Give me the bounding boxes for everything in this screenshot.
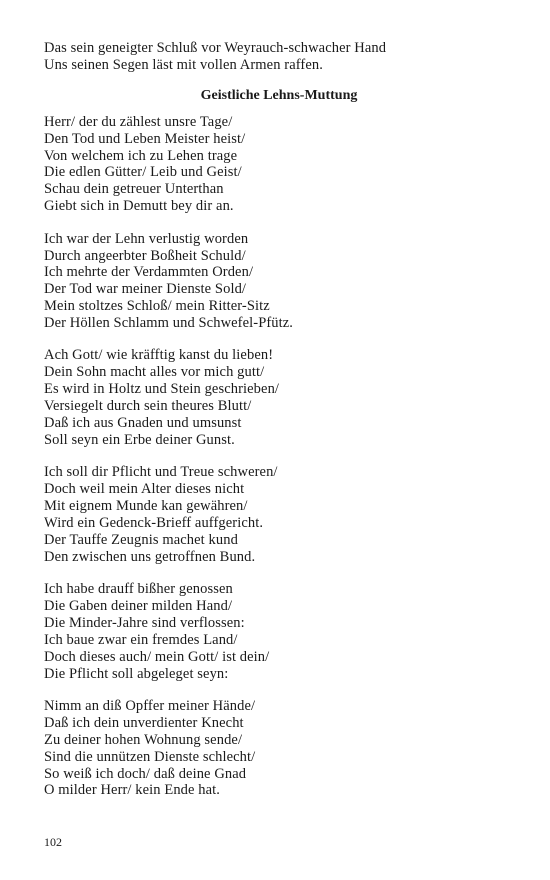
verse-line: Mein stoltzes Schloß/ mein Ritter-Sitz <box>44 298 270 315</box>
verse-line: Mit eignem Munde kan gewähren/ <box>44 498 248 515</box>
stanza-6 <box>44 698 514 799</box>
verse-line: Doch dieses auch/ mein Gott/ ist dein/ <box>44 648 270 665</box>
verse-line: Uns seinen Segen läst mit vollen Armen raffen. <box>44 56 323 73</box>
verse-line: Sind die unnützen Dienste schlecht/ <box>44 748 256 765</box>
verse-line: Das sein geneigter Schluß vor Weyrauch-schwacher Hand <box>44 40 387 56</box>
verse-line: Die edlen Gütter/ Leib und Geist/ <box>44 164 242 181</box>
verse-line: Der Tod war meiner Dienste Sold/ <box>44 281 247 298</box>
stanza-1 <box>44 114 514 215</box>
verse-line: Ich mehrte der Verdammten Orden/ <box>44 264 254 281</box>
stanza-4 <box>44 464 514 565</box>
verse-line: Schau dein getreuer Unterthan <box>44 181 224 198</box>
stanza-3 <box>44 347 514 448</box>
verse-line: Ich soll dir Pflicht und Treue schweren/ <box>44 464 278 481</box>
verse-line: Der Höllen Schlamm und Schwefel-Pfütz. <box>44 315 294 332</box>
verse-line: Zu deiner hohen Wohnung sende/ <box>44 731 243 748</box>
verse-line: Herr/ der du zählest unsre Tage/ <box>44 113 233 130</box>
verse-line: Soll seyn ein Erbe deiner Gunst. <box>44 431 235 448</box>
verse-line: Ich habe drauff bißher genossen <box>44 581 233 598</box>
verse-line: Die Pflicht soll abgeleget seyn: <box>44 665 229 682</box>
verse-line: Der Tauffe Zeugnis machet kund <box>44 531 238 548</box>
poem-title: Geistliche Lehns-Muttung <box>200 87 358 103</box>
verse-line: So weiß ich doch/ daß deine Gnad <box>44 765 247 782</box>
verse-line: Von welchem ich zu Lehen trage <box>44 147 238 164</box>
verse-line: Doch weil mein Alter dieses nicht <box>44 481 245 498</box>
verse-line: Ich baue zwar ein fremdes Land/ <box>44 631 238 648</box>
verse-line: Daß ich aus Gnaden und umsunst <box>44 415 242 432</box>
verse-line: Ich war der Lehn verlustig worden <box>44 230 249 247</box>
verse-line: Den Tod und Leben Meister heist/ <box>44 130 246 147</box>
stanza-2 <box>44 231 514 332</box>
verse-line: Es wird in Holtz und Stein geschrieben/ <box>44 381 280 398</box>
verse-line: Versiegelt durch sein theures Blutt/ <box>44 398 252 415</box>
verse-line: Die Gaben deiner milden Hand/ <box>44 598 233 615</box>
verse-line: Dein Sohn macht alles vor mich gutt/ <box>44 364 265 381</box>
page-number: 102 <box>44 835 62 849</box>
verse-line: Daß ich dein unverdienter Knecht <box>44 714 244 731</box>
verse-line: Giebt sich in Demutt bey dir an. <box>44 198 234 215</box>
verse-line: Ach Gott/ wie kräfftig kanst du lieben! <box>44 347 274 364</box>
verse-line: Nimm an diß Opffer meiner Hände/ <box>44 698 256 714</box>
verse-line: Wird ein Gedenck-Brieff auffgericht. <box>44 514 264 531</box>
page-body <box>44 40 514 815</box>
intro-stanza <box>44 40 514 74</box>
verse-line: Die Minder-Jahre sind verflossen: <box>44 614 245 631</box>
verse-line: O milder Herr/ kein Ende hat. <box>44 782 221 799</box>
stanza-5 <box>44 581 514 682</box>
verse-line: Den zwischen uns getroffnen Bund. <box>44 548 256 565</box>
verse-line: Durch angeerbter Boßheit Schuld/ <box>44 247 246 264</box>
